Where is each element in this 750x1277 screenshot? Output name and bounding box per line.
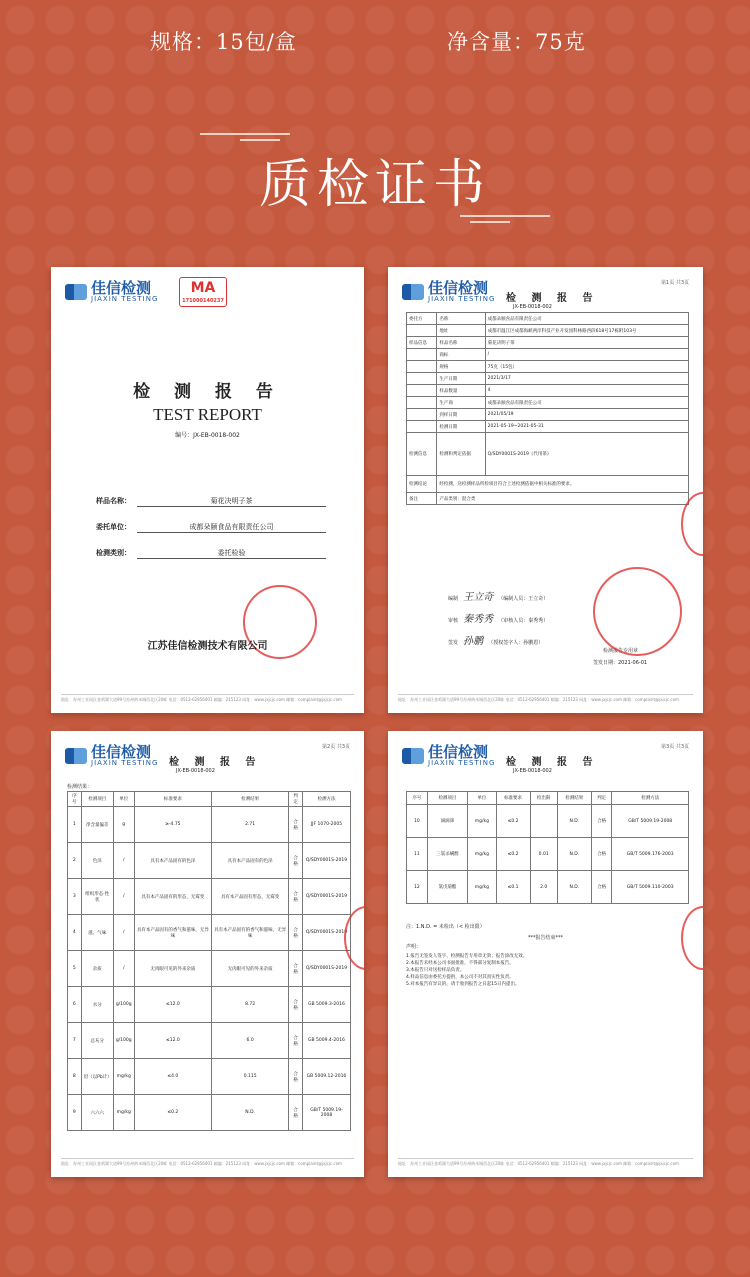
table-cell: 6 [68,987,82,1023]
cover-title: 检 测 报 告 [133,382,282,402]
table-cell: ≤0.2 [496,805,530,838]
table-cell: 0.115 [212,1059,289,1095]
row-field: 生产日期 [437,373,485,385]
decor-line [460,215,550,217]
row-field: 规格 [437,361,485,373]
table-row [407,838,689,871]
official-stamp [593,567,682,656]
decor-line [240,139,280,141]
table-row [407,337,689,349]
row-group: 检测信息 [407,433,437,476]
row-group [407,397,437,409]
statement-item: 4.样品信息由委托方提供，本公司不对其真实性负责。 [406,975,514,980]
table-cell: GB/T 5009.176-2003 [612,838,689,871]
lab-name-en: JIAXIN TESTING [428,759,496,767]
lab-name-en: JIAXIN TESTING [91,759,159,767]
table-cell: 合格 [289,987,303,1023]
statement-title: 声明： [406,944,422,950]
page-number: 第2页 共3页 [322,744,350,750]
row-value: 2021-05-19~2021-05-31 [485,421,688,433]
row-group [407,349,437,361]
column-header: 判定 [289,792,303,807]
row-group [407,373,437,385]
table-row [407,397,689,409]
column-header: 检测方法 [612,792,689,805]
lab-name: 佳信检测 [91,743,152,761]
table-row [407,361,689,373]
table-cell: JJF 1070-2005 [302,807,350,843]
table-cell: 5 [68,951,82,987]
column-header: 检测方法 [302,792,350,807]
row-value: 成都朵颐食品有限责任公司 [485,397,688,409]
table-cell: 1 [68,807,82,843]
statement-item: 1.报告无签发人签字、检测报告专用章无效；报告涂改无效。 [406,954,528,959]
table-cell: mg/kg [468,805,496,838]
type-value: 委托检验 [137,548,326,559]
table-cell: 铅（以Pb计） [81,1059,113,1095]
column-header: 标准要求 [134,792,211,807]
table-cell: GB/T 5009.110-2003 [612,871,689,904]
table-cell: 氯戊菊酯 [427,871,468,904]
lab-name: 佳信检测 [428,743,489,761]
table-cell: 8 [68,1059,82,1095]
table-cell: GB/T 5009.19-2008 [612,805,689,838]
table-cell: 具有本产品固有的香气和滋味，无异味 [212,915,289,951]
page-footer: 地址：苏州工业园区金鸡湖大道99号苏州纳米城西北区20栋 电话：0512-62956401 邮编：215123 网址：www.jxjcjc.com 邮箱：complaint@jxjcjc.com [398,1158,693,1167]
table-row [407,433,689,476]
table-cell: Q/SDY0001S-2019 [302,915,350,951]
signature-row [448,585,548,604]
statement-list [406,953,676,988]
net-weight-label: 净含量：75克 [447,30,586,54]
table-cell: Q/SDY0001S-2019 [302,951,350,987]
table-cell: mg/kg [468,871,496,904]
table-cell: 总灰分 [81,1023,113,1059]
table-row [407,409,689,421]
table-cell: 合格 [591,838,612,871]
row-group [407,409,437,421]
table-row [407,421,689,433]
table-cell: / [113,951,134,987]
column-header: 检出限 [530,792,557,805]
row-field: 样品名称 [437,337,485,349]
column-header: 单位 [113,792,134,807]
lab-logo-icon [65,284,87,300]
table-cell [530,805,557,838]
table-cell: 合格 [289,1059,303,1095]
table-cell: 7 [68,1023,82,1059]
page-footer: 地址：苏州工业园区金鸡湖大道99号苏州纳米城西北区20栋 电话：0512-62956401 邮编：215123 网址：www.jxjcjc.com 邮箱：complaint@jxjcjc.com [398,694,693,703]
cma-code: 171000140237 [182,298,224,304]
type-label: 检测类别： [96,549,131,557]
page-number: 第3页 共3页 [661,744,689,750]
column-header: 检测结果 [557,792,591,805]
signature: 王立奇 [463,592,494,603]
table-cell: 合格 [591,805,612,838]
table-cell: ≤0.2 [134,1095,211,1131]
report-cover-page [51,267,364,713]
row-field: 检测日期 [437,421,485,433]
row-value: 经检测，送检测样品所检项目符合上述检测依据中相关标准的要求。 [437,476,689,493]
column-header: 判定 [591,792,612,805]
decor-line [470,221,510,223]
table-cell: 合格 [289,1095,303,1131]
column-header: 检测结果 [212,792,289,807]
table-cell: 2 [68,843,82,879]
table-cell: GB 5009.3-2016 [302,987,350,1023]
table-cell: 具有本产品固有形态，无霉变 [212,879,289,915]
table-cell: N.D. [212,1095,289,1131]
table-cell: 9 [68,1095,82,1131]
table-cell: N.D. [557,871,591,904]
report-page-3 [388,731,703,1177]
table-cell: 2.71 [212,807,289,843]
issue-date: 签发日期：2021-06-01 [593,660,648,666]
table-row [68,807,351,843]
table-row [407,373,689,385]
table-cell: ≤0.2 [496,838,530,871]
results-table [406,791,689,904]
column-header: 序号 [407,792,428,805]
statement-item: 5.对本报告有异议的，请于收到报告之日起15日内提出。 [406,982,520,987]
column-header: 标准要求 [496,792,530,805]
results-table [67,791,351,1131]
table-cell: ≥-4.75 [134,807,211,843]
table-cell: 3 [68,879,82,915]
row-value: / [485,349,688,361]
table-cell: g/100g [113,1023,134,1059]
table-header-row [68,792,351,807]
client-label: 委托单位： [96,523,131,531]
table-cell: ≤0.1 [496,871,530,904]
sample-value: 菊花决明子茶 [137,496,326,507]
report-number: JX-EB-0018-002 [513,304,552,310]
row-value: 2021/3/17 [485,373,688,385]
decor-line [200,133,290,135]
table-header-row [407,792,689,805]
lab-organization: 江苏佳信检测技术有限公司 [147,641,268,652]
table-cell: 合格 [289,1023,303,1059]
row-value: 菊花决明子茶 [485,337,688,349]
row-value: Q/SDY0001S-2019《代用茶》 [485,433,688,476]
row-group [407,325,437,337]
row-value: 2021/05/19 [485,409,688,421]
row-group: 委托方 [407,313,437,325]
row-field: 生产商 [437,397,485,409]
sign-note: （审核人员：秦秀秀） [498,618,549,624]
signature-row [448,629,543,648]
table-cell: 8.72 [212,987,289,1023]
table-row [68,987,351,1023]
table-cell: 10 [407,805,428,838]
info-table [406,312,689,505]
row-group [407,421,437,433]
table-cell: ≤12.0 [134,987,211,1023]
table-cell: 色泽 [81,843,113,879]
row-value: 4 [485,385,688,397]
column-header: 单位 [468,792,496,805]
table-cell: 具有本产品固有的色泽 [212,843,289,879]
statement-item: 2.本报告未经本公司书面批准，不得部分复制本报告。 [406,961,514,966]
table-row [68,915,351,951]
row-value: 75克（15包） [485,361,688,373]
table-row [68,1059,351,1095]
seam-stamp [681,906,703,970]
row-value: 成都市温江区成都海峡两岸科技产业开发园科林路西段618号17栋附103号 [485,325,688,337]
statement-item: 3.本报告只对送检样品负责。 [406,968,465,973]
table-cell: N.D. [557,838,591,871]
report-title: 检 测 报 告 [506,757,599,768]
table-cell: 0.01 [530,838,557,871]
table-row [407,313,689,325]
table-cell: mg/kg [468,838,496,871]
page-footer: 地址：苏州工业园区金鸡湖大道99号苏州纳米城西北区20栋 电话：0512-62956401 邮编：215123 网址：www.jxjcjc.com 邮箱：complaint@jxjcjc.com [61,694,354,703]
page-title: 质检证书 [258,155,491,215]
row-field: 地址 [437,325,485,337]
row-field: 名称 [437,313,485,325]
table-cell: N.D. [557,805,591,838]
table-cell: 4 [68,915,82,951]
table-cell: 合格 [289,807,303,843]
table-cell: 组织形态·性状 [81,879,113,915]
table-row [68,1095,351,1131]
note-text: 注：1.N.D. = 未检出（< 检出限） [406,924,485,930]
table-cell: 2.0 [530,871,557,904]
lab-name-en: JIAXIN TESTING [428,295,496,303]
table-cell: Q/SDY0001S-2019 [302,879,350,915]
report-title: 检 测 报 告 [169,757,262,768]
row-group: 备注 [407,493,437,505]
sign-label: 签发 [448,640,459,646]
report-number: JX-EB-0018-002 [513,768,552,774]
type-row [96,548,326,559]
table-row [68,879,351,915]
cma-mark: MA 171000140237 [179,277,227,307]
lab-name: 佳信检测 [428,279,489,297]
table-cell: / [113,915,134,951]
table-cell: 无肉眼可见的外来杂质 [212,951,289,987]
table-cell: / [113,879,134,915]
table-cell: ≤4.0 [134,1059,211,1095]
table-cell: Q/SDY0001S-2019 [302,843,350,879]
sample-row [96,496,326,507]
row-group: 样品信息 [407,337,437,349]
table-cell: 净含量偏差 [81,807,113,843]
table-cell: 具有本产品固有的色泽 [134,843,211,879]
table-cell: 合格 [289,879,303,915]
sample-label: 样品名称： [96,497,131,505]
results-caption: 检测结果： [67,784,93,790]
table-row [68,951,351,987]
lab-logo [402,281,495,303]
table-cell: 具有本产品固有的香气和滋味，无异味 [134,915,211,951]
sign-note: （授权签字人：孙鹏恩） [488,640,544,646]
lab-logo [65,745,158,767]
report-end: ***报告结束*** [528,935,564,941]
lab-name-en: JIAXIN TESTING [91,295,159,303]
table-cell: 滴滴涕 [427,805,468,838]
spec-label: 规格：15包/盒 [150,30,297,54]
table-row [407,385,689,397]
table-cell: GB 5009.4-2016 [302,1023,350,1059]
column-header: 序号 [68,792,82,807]
lab-logo-icon [402,284,424,300]
table-cell: 11 [407,838,428,871]
row-value: 产品类别：混合类 [437,493,689,505]
table-cell: 六六六 [81,1095,113,1131]
table-cell: 三氯杀螨醇 [427,838,468,871]
table-cell: 水分 [81,987,113,1023]
table-cell: GB 5009.12-2016 [302,1059,350,1095]
sign-label: 编制 [448,596,459,602]
table-row [407,871,689,904]
report-page-2 [51,731,364,1177]
table-cell: / [113,843,134,879]
lab-logo-icon [402,748,424,764]
table-cell: 6.0 [212,1023,289,1059]
table-row [407,805,689,838]
lab-name: 佳信检测 [91,279,152,297]
table-row [68,1023,351,1059]
row-field: 商标 [437,349,485,361]
column-header: 检测项目 [81,792,113,807]
report-title: 检 测 报 告 [506,293,599,304]
row-field: 样品数量 [437,385,485,397]
table-row [407,476,689,493]
lab-logo-icon [65,748,87,764]
row-group [407,385,437,397]
table-cell: ≤12.0 [134,1023,211,1059]
lab-logo [402,745,495,767]
table-cell: 滋、气味 [81,915,113,951]
report-number: 编号：JX-EB-0018-002 [175,432,240,439]
table-cell: 合格 [289,951,303,987]
client-value: 成都朵颐食品有限责任公司 [137,522,326,533]
table-cell: mg/kg [113,1059,134,1095]
table-cell: 合格 [289,915,303,951]
signature: 秦秀秀 [463,614,494,625]
table-cell: GB/T 5009.19-2008 [302,1095,350,1131]
table-cell: mg/kg [113,1095,134,1131]
issue-seal-label: 检测报告专用章 [603,648,639,654]
table-row [407,493,689,505]
signature: 孙鹏 [463,636,484,647]
table-cell: 无肉眼可见的外来杂质 [134,951,211,987]
client-row [96,522,326,533]
row-field: 检测和判定依据 [437,433,485,476]
row-group: 检测结论 [407,476,437,493]
report-page-1 [388,267,703,713]
table-row [407,325,689,337]
row-value: 成都朵颐食品有限责任公司 [485,313,688,325]
table-cell: 杂质 [81,951,113,987]
page-footer: 地址：苏州工业园区金鸡湖大道99号苏州纳米城西北区20栋 电话：0512-62956401 邮编：215123 网址：www.jxjcjc.com 邮箱：complaint@jxjcjc.com [61,1158,354,1167]
table-cell: 12 [407,871,428,904]
column-header: 检测项目 [427,792,468,805]
signature-row [448,607,548,626]
table-cell: 合格 [591,871,612,904]
sign-note: （编制人员：王立奇） [498,596,549,602]
table-row [407,349,689,361]
report-number: JX-EB-0018-002 [176,768,215,774]
row-field: 到样日期 [437,409,485,421]
table-row [68,843,351,879]
sign-label: 审核 [448,618,459,624]
cover-title-en: TEST REPORT [153,405,262,424]
row-group [407,361,437,373]
lab-logo [65,281,158,303]
page-number: 第1页 共3页 [661,280,689,286]
table-cell: 合格 [289,843,303,879]
table-cell: g/100g [113,987,134,1023]
table-cell: 具有本产品固有的形态，无霉变 [134,879,211,915]
table-cell: g [113,807,134,843]
